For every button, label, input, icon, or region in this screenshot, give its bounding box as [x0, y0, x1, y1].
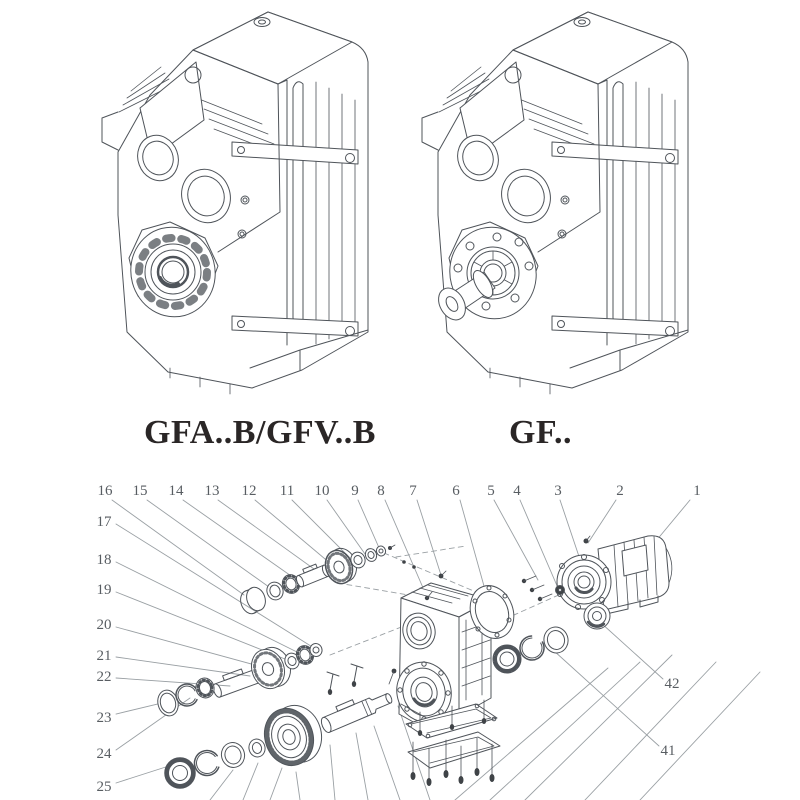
callout-number-22: 22 [96, 669, 112, 685]
callout-number-10: 10 [314, 483, 330, 499]
callout-number-19: 19 [96, 582, 112, 598]
callout-number-3: 3 [554, 483, 562, 499]
callout-number-41: 41 [660, 743, 676, 759]
callout-line-15 [147, 500, 269, 587]
callout-number-7: 7 [409, 483, 417, 499]
callout-number-14: 14 [168, 483, 184, 499]
callout-line-7 [417, 500, 441, 575]
callout-line-10 [327, 500, 365, 554]
callout-line-5 [494, 500, 538, 580]
callout-line-16 [112, 500, 244, 595]
callout-number-8: 8 [377, 483, 385, 499]
callout-line-20 [116, 627, 266, 668]
callout-number-23: 23 [96, 710, 112, 726]
callout-line-14 [183, 500, 294, 578]
intermediate-shaft-assembly [210, 642, 324, 698]
callout-number-11: 11 [279, 483, 295, 499]
callout-number-21: 21 [96, 648, 112, 664]
model-label-gf: GF.. [508, 414, 573, 451]
callout-number-20: 20 [96, 617, 112, 633]
callout-number-5: 5 [487, 483, 495, 499]
callout-number-2: 2 [616, 483, 624, 499]
callout-line-11 [292, 500, 350, 558]
callout-number-25: 25 [96, 779, 112, 795]
exploded-parts [155, 536, 672, 788]
callout-line-18 [116, 562, 303, 655]
callout-line-9 [358, 500, 380, 550]
callout-number-24: 24 [96, 746, 112, 762]
callout-line-25 [116, 765, 172, 783]
callout-number-15: 15 [132, 483, 148, 499]
callout-number-1: 1 [693, 483, 701, 499]
callout-number-6: 6 [452, 483, 460, 499]
callout-number-13: 13 [204, 483, 220, 499]
callout-number-9: 9 [351, 483, 359, 499]
motor-part [557, 536, 672, 614]
callout-number-18: 18 [96, 552, 112, 568]
callout-line-41 [553, 650, 659, 746]
model-label-gfab-gfvb: GFA..B/GFV..B [144, 414, 376, 451]
callout-line-42 [600, 622, 663, 679]
motor-bearing-part [584, 603, 610, 629]
callout-number-4: 4 [513, 483, 521, 499]
callout-number-17: 17 [96, 514, 112, 530]
callout-line-2 [588, 500, 616, 543]
seal-ring-set-part [155, 676, 216, 718]
callout-number-12: 12 [241, 483, 257, 499]
callout-numbers [97, 483, 701, 795]
gearbox-iso-right [422, 12, 688, 394]
callout-line-24 [116, 698, 190, 750]
callout-line-4 [520, 500, 558, 588]
callout-number-16: 16 [97, 483, 113, 499]
gearbox-iso-left [102, 12, 368, 394]
callout-number-42: 42 [664, 676, 680, 692]
